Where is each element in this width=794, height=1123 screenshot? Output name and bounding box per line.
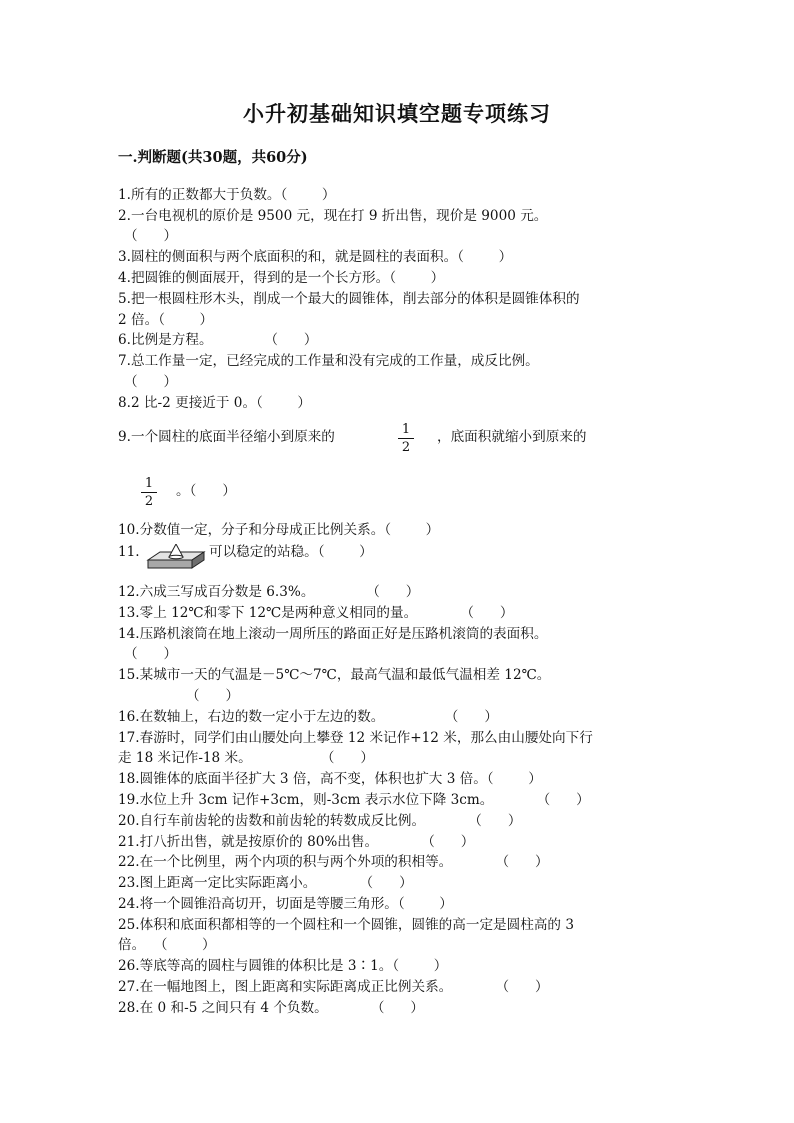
- question-7-blank: （ ）: [124, 374, 178, 390]
- question-28: 28.在 0 和-5 之间只有 4 个负数。 （ ）: [118, 1000, 425, 1016]
- question-23: 23.图上距离一定比实际距离小。 （ ）: [118, 875, 413, 891]
- question-11: 11.: [118, 544, 140, 560]
- question-15: 15.某城市一天的气温是－5℃～7℃，最高气温和最低气温相差 12℃。: [118, 667, 551, 683]
- question-13: 13.零上 12℃和零下 12℃是两种意义相同的量。 （ ）: [118, 605, 514, 621]
- question-8: 8.2 比-2 更接近于 0。（ ）: [118, 395, 311, 411]
- question-16: 16.在数轴上，右边的数一定小于左边的数。 （ ）: [118, 709, 498, 725]
- question-3: 3.圆柱的侧面积与两个底面积的和，就是圆柱的表面积。（ ）: [118, 249, 513, 265]
- question-18: 18.圆锥体的底面半径扩大 3 倍，高不变，体积也扩大 3 倍。（ ）: [118, 771, 542, 787]
- question-5: 5.把一根圆柱形木头，削成一个最大的圆锥体，削去部分的体积是圆锥体积的: [118, 291, 580, 307]
- question-6: 6.比例是方程。 （ ）: [118, 332, 318, 348]
- question-25-cont: 倍。 （ ）: [118, 937, 216, 953]
- question-17-cont: 走 18 米记作-18 米。 （ ）: [118, 750, 374, 766]
- question-2: 2.一台电视机的原价是 9500 元，现在打 9 折出售，现价是 9000 元。: [118, 208, 548, 224]
- question-26: 26.等底等高的圆柱与圆锥的体积比是 3∶1。（ ）: [118, 958, 448, 974]
- question-10: 10.分数值一定，分子和分母成正比例关系。（ ）: [118, 522, 440, 538]
- question-4: 4.把圆锥的侧面展开，得到的是一个长方形。（ ）: [118, 270, 445, 286]
- question-9-end: 。（ ）: [176, 483, 236, 499]
- question-9-mid: ，底面积就缩小到原来的: [437, 429, 587, 445]
- question-7: 7.总工作量一定，已经完成的工作量和没有完成的工作量，成反比例。: [118, 353, 539, 369]
- question-2-blank: （ ）: [124, 228, 178, 244]
- fraction-denominator: 2: [144, 494, 154, 509]
- fraction-bar: [398, 438, 414, 439]
- section-heading: 一.判断题(共30题，共60分): [118, 149, 308, 166]
- fraction-one-half: [398, 422, 414, 455]
- fraction-bar: [141, 492, 157, 493]
- question-20: 20.自行车前齿轮的齿数和前齿轮的转数成反比例。 （ ）: [118, 813, 522, 829]
- question-17: 17.春游时，同学们由山腰处向上攀登 12 米记作+12 米，那么由山腰处向下行: [118, 730, 593, 746]
- question-1: 1.所有的正数都大于负数。（ ）: [118, 187, 336, 203]
- question-14-blank: （ ）: [124, 646, 178, 662]
- question-25: 25.体积和底面积都相等的一个圆柱和一个圆锥，圆锥的高一定是圆柱高的 3: [118, 917, 574, 933]
- question-27: 27.在一幅地图上，图上距离和实际距离成正比例关系。 （ ）: [118, 979, 549, 995]
- fraction-numerator: 1: [144, 476, 154, 491]
- question-21: 21.打八折出售，就是按原价的 80%出售。 （ ）: [118, 834, 475, 850]
- page-title: 小升初基础知识填空题专项练习: [243, 101, 551, 126]
- question-12: 12.六成三写成百分数是 6.3%。 （ ）: [118, 584, 420, 600]
- question-15-blank: （ ）: [186, 688, 240, 704]
- question-5-cont: 2 倍。（ ）: [118, 312, 214, 328]
- cone-on-box-icon: [146, 544, 206, 570]
- question-14: 14.压路机滚筒在地上滚动一周所压的路面正好是压路机滚筒的表面积。: [118, 626, 548, 642]
- fraction-one-half-2: [141, 476, 157, 509]
- question-24: 24.将一个圆锥沿高切开，切面是等腰三角形。（ ）: [118, 896, 453, 912]
- question-19: 19.水位上升 3cm 记作+3cm，则-3cm 表示水位下降 3cm。 （ ）: [118, 792, 590, 808]
- question-9: 9.一个圆柱的底面半径缩小到原来的: [118, 429, 335, 445]
- fraction-numerator: 1: [401, 422, 411, 437]
- question-22: 22.在一个比例里，两个内项的积与两个外项的积相等。 （ ）: [118, 854, 549, 870]
- question-11-text: 可以稳定的站稳。（ ）: [209, 544, 373, 560]
- fraction-denominator: 2: [401, 440, 411, 455]
